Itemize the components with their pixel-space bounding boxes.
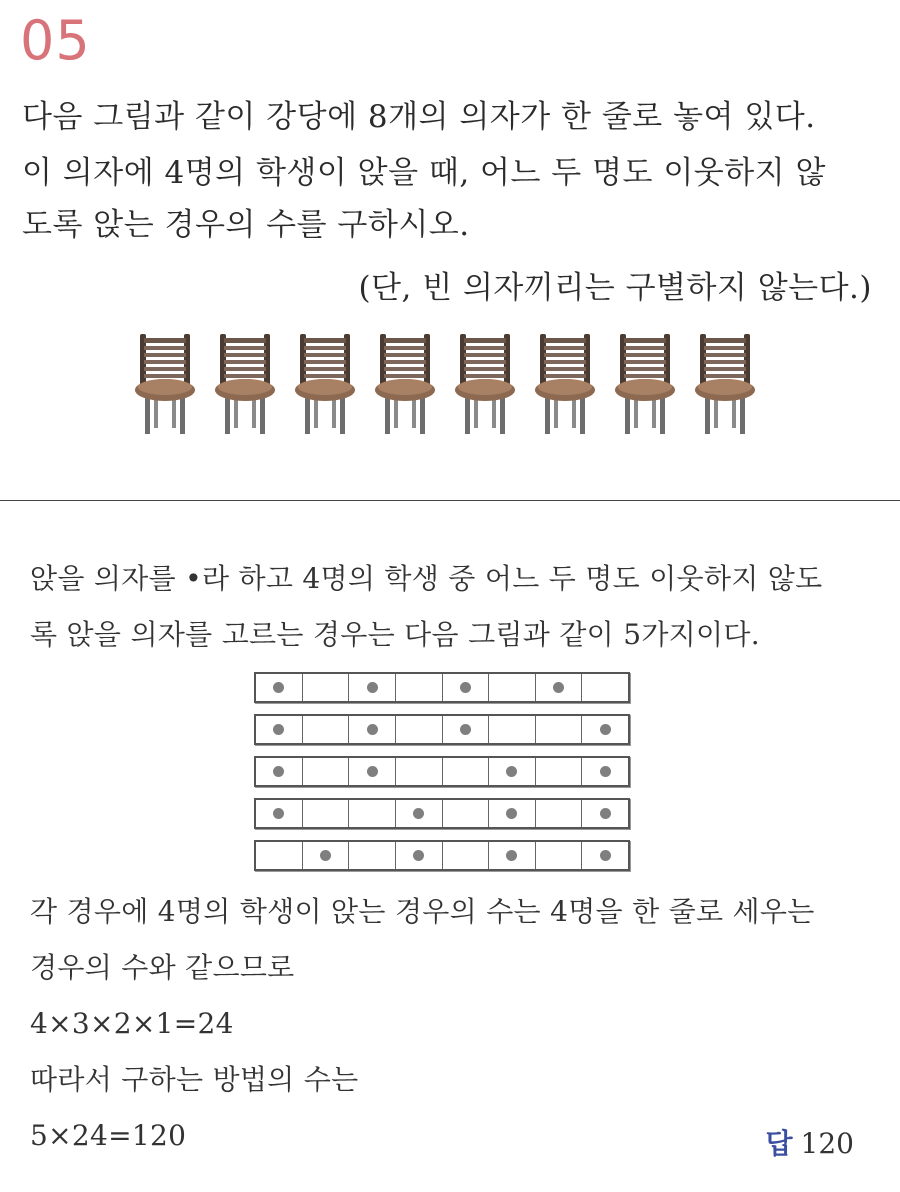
solution-body-1: 각 경우에 4명의 학생이 앉는 경우의 수는 4명을 한 줄로 세우는 <box>30 895 815 928</box>
answer <box>765 1122 854 1162</box>
seat-pattern-grid <box>254 672 630 882</box>
seat-cell <box>443 758 490 785</box>
seat-cell <box>396 716 443 743</box>
seat-cell <box>256 800 303 827</box>
seat-cell <box>396 758 443 785</box>
chair-icon <box>374 332 436 442</box>
seat-cell <box>536 800 583 827</box>
seat-cell <box>303 842 350 869</box>
seat-cell <box>489 758 536 785</box>
seat-cell <box>349 758 396 785</box>
seat-cell <box>489 674 536 701</box>
seat-cell <box>536 674 583 701</box>
seat-cell <box>303 758 350 785</box>
occupied-dot-icon <box>367 682 378 693</box>
seat-cell <box>582 758 628 785</box>
seat-cell <box>489 800 536 827</box>
seat-cell <box>536 758 583 785</box>
occupied-dot-icon <box>273 766 284 777</box>
seat-cell <box>582 842 628 869</box>
seat-cell <box>349 842 396 869</box>
seat-pattern-row <box>254 798 630 829</box>
divider <box>0 500 900 501</box>
seat-cell <box>349 800 396 827</box>
occupied-dot-icon <box>273 682 284 693</box>
occupied-dot-icon <box>413 808 424 819</box>
seat-cell <box>349 716 396 743</box>
seat-cell <box>303 716 350 743</box>
seat-cell <box>489 842 536 869</box>
chair-icon <box>614 332 676 442</box>
occupied-dot-icon <box>273 808 284 819</box>
occupied-dot-icon <box>600 724 611 735</box>
chair-icon <box>694 332 756 442</box>
seat-cell <box>489 716 536 743</box>
occupied-dot-icon <box>273 724 284 735</box>
chair-row <box>134 332 756 442</box>
solution-intro-1: 앉을 의자를 •라 하고 4명의 학생 중 어느 두 명도 이웃하지 않도 <box>30 562 823 595</box>
seat-cell <box>443 716 490 743</box>
problem-number: 05 <box>20 9 91 72</box>
seat-cell <box>582 800 628 827</box>
occupied-dot-icon <box>367 724 378 735</box>
chair-icon <box>454 332 516 442</box>
seat-pattern-row <box>254 672 630 703</box>
solution-body-4: 따라서 구하는 방법의 수는 <box>30 1063 359 1096</box>
chair-icon <box>294 332 356 442</box>
seat-cell <box>396 842 443 869</box>
occupied-dot-icon <box>506 766 517 777</box>
seat-pattern-row <box>254 714 630 745</box>
occupied-dot-icon <box>460 724 471 735</box>
occupied-dot-icon <box>320 850 331 861</box>
seat-cell <box>443 842 490 869</box>
occupied-dot-icon <box>460 682 471 693</box>
occupied-dot-icon <box>367 766 378 777</box>
seat-cell <box>303 800 350 827</box>
seat-cell <box>582 716 628 743</box>
seat-cell <box>349 674 396 701</box>
seat-pattern-row <box>254 756 630 787</box>
occupied-dot-icon <box>506 850 517 861</box>
seat-cell <box>443 674 490 701</box>
seat-cell <box>536 716 583 743</box>
problem-line-2: 이 의자에 4명의 학생이 앉을 때, 어느 두 명도 이웃하지 않 <box>22 155 826 191</box>
seat-cell <box>256 758 303 785</box>
occupied-dot-icon <box>553 682 564 693</box>
occupied-dot-icon <box>600 850 611 861</box>
occupied-dot-icon <box>413 850 424 861</box>
seat-cell <box>443 800 490 827</box>
occupied-dot-icon <box>600 766 611 777</box>
solution-body-5: 5×24=120 <box>30 1119 187 1152</box>
occupied-dot-icon <box>600 808 611 819</box>
seat-cell <box>396 800 443 827</box>
problem-line-3: 도록 앉는 경우의 수를 구하시오. <box>22 207 470 243</box>
solution-intro-2: 록 앉을 의자를 고르는 경우는 다음 그림과 같이 5가지이다. <box>30 618 760 651</box>
occupied-dot-icon <box>506 808 517 819</box>
solution-body-3: 4×3×2×1=24 <box>30 1007 234 1040</box>
problem-line-1: 다음 그림과 같이 강당에 8개의 의자가 한 줄로 놓여 있다. <box>22 99 816 135</box>
seat-pattern-row <box>254 840 630 871</box>
seat-cell <box>256 674 303 701</box>
seat-cell <box>256 842 303 869</box>
answer-label: 답 <box>765 1127 793 1160</box>
seat-cell <box>536 842 583 869</box>
chair-icon <box>534 332 596 442</box>
chair-icon <box>214 332 276 442</box>
seat-cell <box>582 674 628 701</box>
seat-cell <box>256 716 303 743</box>
seat-cell <box>303 674 350 701</box>
problem-note: (단, 빈 의자끼리는 구별하지 않는다.) <box>358 270 872 306</box>
answer-value: 120 <box>800 1127 854 1160</box>
seat-cell <box>396 674 443 701</box>
chair-icon <box>134 332 196 442</box>
solution-body-2: 경우의 수와 같으므로 <box>30 951 295 984</box>
